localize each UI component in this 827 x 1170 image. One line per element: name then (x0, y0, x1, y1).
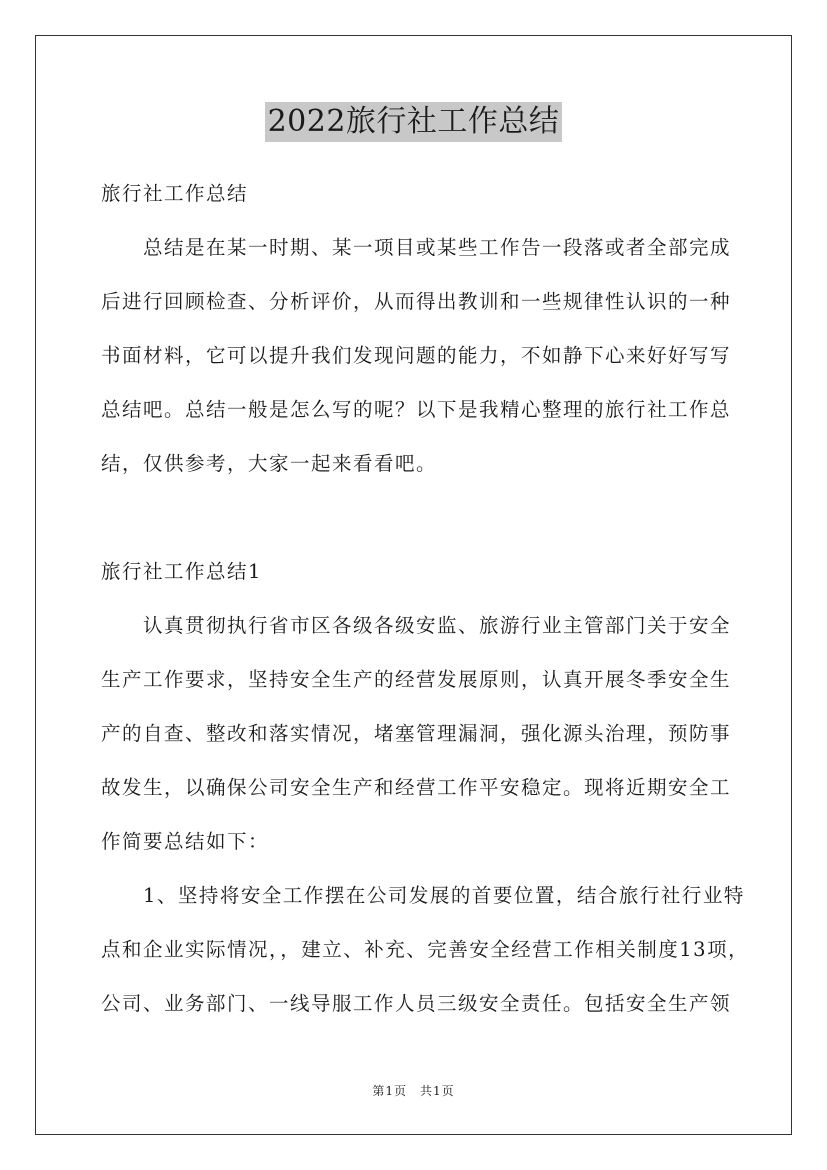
paragraph-line: 1、坚持将安全工作摆在公司发展的首要位置，结合旅行社行业特 (101, 884, 745, 907)
paragraph-line: 认真贯彻执行省市区各级各级安监、旅游行业主管部门关于安全 (101, 614, 732, 637)
page-number: 第1页 共1页 (372, 1084, 455, 1098)
paragraph-line: 总结是在某一时期、某一项目或某些工作告一段落或者全部完成 (101, 236, 732, 259)
paragraph-line: 生产工作要求，坚持安全生产的经营发展原则，认真开展冬季安全生 (101, 668, 732, 691)
paragraph-line: 点和企业实际情况，，建立、补充、完善安全经营工作相关制度13项， (101, 938, 750, 961)
document-body (101, 176, 750, 1022)
section-heading: 旅行社工作总结1 (101, 560, 262, 583)
point1-paragraph (101, 878, 750, 1022)
paragraph-line: 总结吧。总结一般是怎么写的呢？以下是我精心整理的旅行社工作总 (101, 398, 732, 421)
paragraph-line: 产的自查、整改和落实情况，堵塞管理漏洞，强化源头治理，预防事 (101, 722, 732, 745)
paragraph-line: 作简要总结如下： (101, 830, 270, 853)
paragraph-line: 结，仅供参考，大家一起来看看吧。 (101, 452, 438, 475)
document-title: 2022旅行社工作总结 (265, 102, 563, 142)
intro-paragraph (101, 230, 731, 482)
intro-heading: 旅行社工作总结 (101, 182, 249, 205)
paragraph-line: 故发生，以确保公司安全生产和经营工作平安稳定。现将近期安全工 (101, 776, 732, 799)
section1-paragraph (101, 608, 731, 860)
paragraph-line: 公司、业务部门、一线导服工作人员三级安全责任。包括安全生产领 (101, 992, 732, 1015)
title-container (0, 102, 827, 142)
paragraph-line: 后进行回顾检查、分析评价，从而得出教训和一些规律性认识的一种 (101, 290, 732, 313)
paragraph-line: 书面材料，它可以提升我们发现问题的能力，不如静下心来好好写写 (101, 344, 732, 367)
page-footer (0, 1083, 827, 1099)
